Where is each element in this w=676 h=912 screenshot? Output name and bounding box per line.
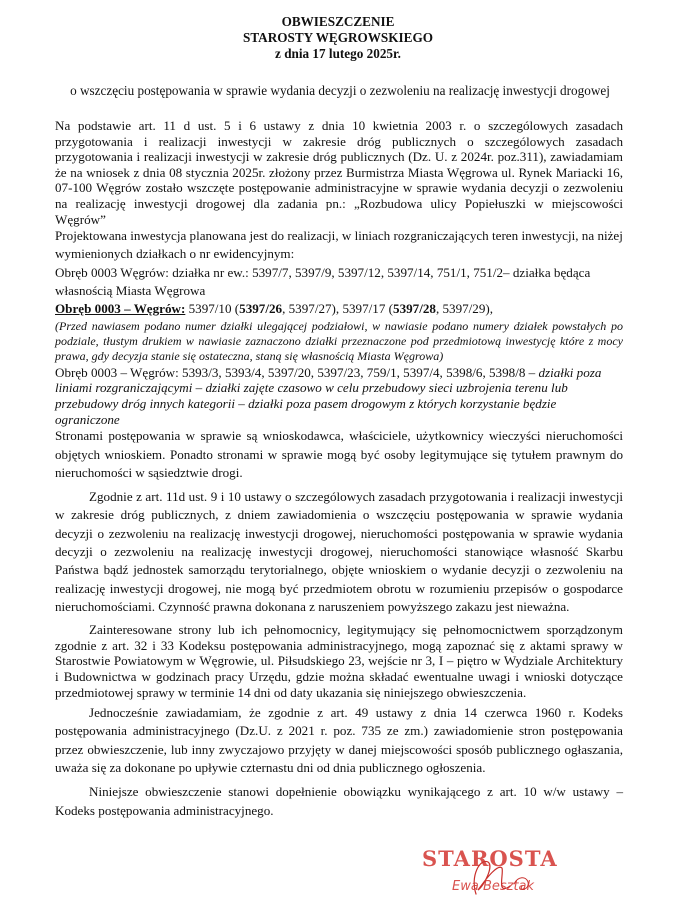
plots-divided-text-a: 5397/10 (: [185, 301, 240, 317]
plots-divided-bold-a: 5397/26: [239, 301, 283, 317]
header-date: z dnia 17 lutego 2025r.: [275, 46, 401, 61]
paragraph-closing: Niniejsze obwieszczenie stanowi dopełnienie obowiązku wynikającego z art. 10 w/w ustawy – Kodeks postępowania administracyjnego.: [55, 784, 623, 818]
document-header: [0, 14, 676, 62]
header-title: OBWIESZCZENIE: [281, 14, 395, 29]
signature-stamp: [418, 846, 588, 906]
document-subject: o wszczęciu postępowania w sprawie wydania decyzji o zezwoleniu na realizację inwestycji drogowej: [70, 83, 610, 98]
handwritten-signature: [418, 846, 588, 906]
paragraph-accordance: Zgodnie z art. 11d ust. 9 i 10 ustawy o szczególowych zasadach przygotowania i realizacji inwestycji w zakresie dróg publicznych, z dniem zawiadomienia o wszczęciu postępowania w sprawie wydania decyzji o zezwoleniu na realizację inwestycji drogowej, nieruchomości postępowania w sprawie wydania decyzji o zezwoleniu na realizację inwestycji drogowej, nieruchomości stanowiące własność Skarbu Państwa bądź jednostek samorządu terytorialnego, objęte wnioskiem o wydanie decyzji o zezwoleniu na realizację inwestycji drogowej, nie mogą być przedmiotem obrotu w rozumieniu przepisów o gospodarce nieruchomościami. Czynność prawna dokonana z naruszeniem powyższego zakazu jest nieważna.: [55, 489, 623, 614]
paragraph-projected: Projektowana inwestycja planowana jest do realizacji, w liniach rozgraniczających teren inwestycji, na niżej wymienionych działkach o nr ewidencyjnym:: [55, 228, 623, 262]
header-authority: STAROSTY WĘGROWSKIEGO: [243, 30, 433, 45]
paragraph-interested: Zainteresowane strony lub ich pełnomocnicy, legitymujący się pełnomocnictwem sporządzonym zgodnie z art. 32 i 33 Kodeksu postępowania administracyjnego, mogą zapoznać się z aktami sprawy w Starostwie Powiatowym w Węgrowie, ul. Piłsudskiego 23, wejście nr 3, I – piętro w Wydziale Architektury i Budownictwa w godzinach pracy Urzędu, gdzie można składać ewentualne uwagi i wnioski dotyczące przedmiotowej sprawy w terminie 14 dni od daty ukazania się niniejszego obwieszczenia.: [55, 622, 623, 700]
document-body: [55, 118, 623, 820]
plots-divided-text-c: , 5397/29),: [435, 301, 494, 317]
stamp-name: Ewa Besztak: [452, 879, 535, 894]
plots-divided-bold-b: 5397/28: [393, 301, 436, 317]
paragraph-plots-city: Obręb 0003 Węgrów: działka nr ew.: 5397/7, 5397/9, 5397/12, 5397/14, 751/1, 751/2– działka będąca własnością Miasta Węgrowa: [55, 264, 591, 299]
plots-divided-text-b: , 5397/27), 5397/17 (: [282, 301, 394, 317]
paragraph-plots-divided: [55, 300, 623, 318]
paragraph-plots-temporary: [55, 365, 623, 427]
paragraph-parties: Stronami postępowania w sprawie są wnioskodawca, właściciele, użytkownicy wieczyści nieruchomości objętych wnioskiem. Ponadto stronami w sprawie mogą być osoby legitymujące się tytułem prawnym do nieruchomości w sąsiedztwie drogi.: [55, 428, 623, 480]
stamp-title: STAROSTA: [422, 846, 558, 871]
plots-temporary-description: działki poza liniami rozgraniczającymi – działki zajęte czasowo w celu przebudowy sieci uzbrojenia terenu lub przebudowy dróg innych kategorii – działki poza pasem drogowym z których korzystanie będzie ograniczone: [55, 364, 602, 427]
paragraph-notice: Jednocześnie zawiadamiam, że zgodnie z art. 49 ustawy z dnia 14 czerwca 1960 r. Kodeks postępowania administracyjnego (Dz.U. z 2021 r. poz. 735 ze zm.) zawiadomienie stron postępowania przez obwieszczenie, lub inny zwyczajowo przyjęty w danej miejscowości sposób publicznego ogłaszania, uważa się za dokonane po upływie czternastu dni od dnia publicznego ogłoszenia.: [55, 705, 623, 776]
plots-divided-label: Obręb 0003 – Węgrów:: [55, 301, 186, 317]
paragraph-note: (Przed nawiasem podano numer działki ulegającej podziałowi, w nawiasie podano numery działek powstałych po podziale, tłustym drukiem w nawiasie zaznaczono działki przeznaczone pod przedmiotową inwestycję które z mocy prawa, gdy decyzja stanie się ostateczna, staną się własnością Miasta Węgrowa): [55, 318, 623, 364]
plots-temporary-list: Obręb 0003 – Węgrów: 5393/3, 5393/4, 5397/20, 5397/23, 759/1, 5397/4, 5398/6, 5398/8 –: [55, 364, 539, 380]
paragraph-intro: Na podstawie art. 11 d ust. 5 i 6 ustawy z dnia 10 kwietnia 2003 r. o szczególowych zasadach przygotowania i realizacji inwestycji w zakresie dróg publicznych o szczególowych zasadach przygotowania i realizacji inwestycji w zakresie dróg publicznych (Dz. U. z 2024r. poz.311), zawiadamiam że na wniosek z dnia 08 stycznia 2025r. złożony przez Burmistrza Miasta Węgrowa ul. Rynek Mariacki 16, 07-100 Węgrów zostało wszczęte postępowanie administracyjne w sprawie wydania decyzji o zezwoleniu na realizację inwestycji drogowej dla zadania pn.: „Rozbudowa ulicy Popiełuszki w miejscowości Węgrów”: [55, 118, 623, 227]
